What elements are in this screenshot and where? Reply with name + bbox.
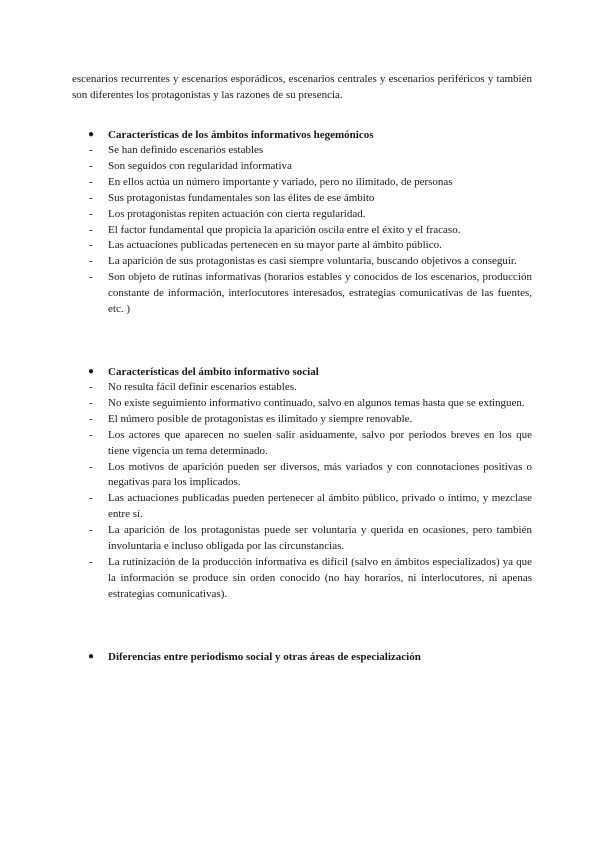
list-item-text: Las actuaciones publicadas pertenecen en su mayor parte al ámbito público. [108, 239, 442, 252]
bullet-icon: ● [88, 651, 95, 662]
dash-marker: - [89, 460, 93, 473]
dash-marker: - [89, 239, 93, 252]
section-heading [72, 364, 532, 380]
dash-marker: - [89, 555, 93, 568]
list-item-text: No resulta fácil definir escenarios estables. [108, 381, 297, 393]
list-item-text: Los actores que aparecen no suelen salir asiduamente, salvo por periodos breves en los que tiene vigencia un tema determinado. [108, 428, 532, 457]
list-item-text: La rutinización de la producción informativa es difícil (salvo en ámbitos especializados) ya que la información se produce sin orden conocido (no hay horarios, ni interlocutores, ni apenas estrategias comunicativas). [108, 555, 532, 600]
bullet-icon: ● [88, 366, 95, 377]
dash-marker: - [89, 255, 93, 268]
list-item-text: Son objeto de rutinas informativas (horarios estables y conocidos de los escenarios, producción constante de información, interlocutores interesados, estrategias comunicativas de las fuentes, etc. ) [108, 271, 532, 316]
list-item [72, 175, 532, 191]
list-item-text: No existe seguimiento informativo continuado, salvo en algunos temas hasta que se extinguen. [108, 396, 525, 409]
bullet-icon: ● [88, 129, 95, 140]
dash-marker: - [89, 524, 93, 537]
dash-marker: - [89, 223, 93, 236]
section-differences [72, 649, 532, 665]
list-item [72, 380, 532, 396]
dash-marker: - [89, 428, 93, 441]
list-item [72, 412, 532, 428]
section-heading-text: Características de los ámbitos informativos hegemónicos [108, 129, 374, 141]
list-item-text: Los motivos de aparición pueden ser diversos, más variados y con connotaciones positivas o negativas para los implicados. [108, 460, 532, 489]
section-heading [72, 127, 532, 143]
section-hegemonic [72, 127, 532, 318]
dash-marker: - [89, 191, 93, 204]
dash-marker: - [89, 381, 93, 393]
dash-marker: - [89, 175, 93, 188]
section-heading-text: Características del ámbito informativo social [108, 366, 319, 378]
list-item [72, 238, 532, 254]
list-item [72, 159, 532, 175]
list-item [72, 491, 532, 523]
list-item [72, 270, 532, 318]
list-item-text: La aparición de los protagonistas puede ser voluntaria y querida en ocasiones, pero también involuntaria e incluso obligada por las circunstancias. [108, 524, 532, 553]
dash-marker: - [89, 412, 93, 425]
dash-marker: - [89, 159, 93, 172]
list-item [72, 396, 532, 412]
list-item-text: Se han definido escenarios estables [108, 144, 264, 156]
dash-marker: - [89, 492, 93, 505]
list-item [72, 207, 532, 223]
list-item-text: La aparición de sus protagonistas es casi siempre voluntaria, buscando objetivos a conseguir. [108, 255, 517, 268]
list-item-text: En ellos actúa un número importante y variado, pero no ilimitado, de personas [108, 175, 453, 188]
list-item [72, 428, 532, 460]
list-item-text: El factor fundamental que propicia la aparición oscila entre el éxito y el fracaso. [108, 223, 461, 236]
list-item [72, 223, 532, 239]
list-item [72, 254, 532, 270]
section-social [72, 364, 532, 603]
dash-marker: - [89, 207, 93, 220]
list-item-text: Son seguidos con regularidad informativa [108, 159, 292, 172]
list-item-text: Los protagonistas repiten actuación con cierta regularidad. [108, 207, 366, 220]
bullet-list [72, 143, 532, 318]
list-item-text: El número posible de protagonistas es ilimitado y siempre renovable. [108, 412, 413, 425]
list-item-text: Las actuaciones publicadas pueden pertenecer al ámbito público, privado o íntimo, y mezclase entre sí. [108, 492, 532, 521]
section-heading-text: Diferencias entre periodismo social y otras áreas de especialización [108, 651, 421, 663]
list-item [72, 460, 532, 492]
bullet-list [72, 380, 532, 603]
section-heading [72, 649, 532, 665]
dash-marker: - [89, 396, 93, 409]
list-item [72, 191, 532, 207]
list-item-text: Sus protagonistas fundamentales son las élites de ese ámbito [108, 191, 375, 204]
list-item [72, 555, 532, 603]
list-item [72, 523, 532, 555]
dash-marker: - [89, 144, 93, 156]
intro-paragraph: escenarios recurrentes y escenarios esporádicos, escenarios centrales y escenarios periféricos y también son diferentes los protagonistas y las razones de su presencia. [72, 73, 532, 101]
dash-marker: - [89, 271, 93, 284]
list-item [72, 143, 532, 159]
